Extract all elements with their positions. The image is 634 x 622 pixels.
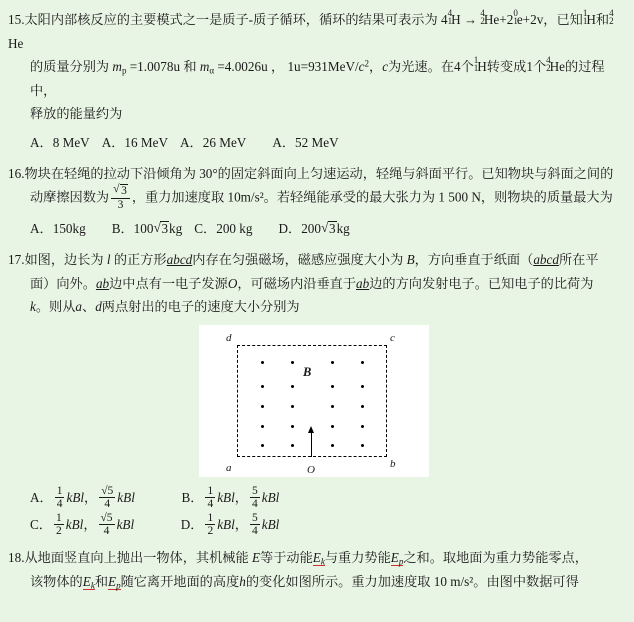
q17-opt-b-sep: ， xyxy=(234,489,248,505)
q15-text-1a: 太阳内部核反应的主要模式之一是质子-质子循环，循环的结果可表示为 4 xyxy=(24,12,448,27)
q16-text-2b: ，重力加速度取 10m/s²。若轻绳能承受的最大张力为 1 500 N，则物块的质量最大为 xyxy=(131,189,613,205)
q15-line-2: 的质量分别为 $m_p =1.0078u$ 和 $m_\alpha =4.0026u$ ， $1u=931MeV/c^2$，c为光速。在4个 1 1 H转变成1个 4 2 He的过程中， xyxy=(30,55,605,98)
q17-opt-b-f2n: 5 xyxy=(251,484,258,497)
q17-opt-c-f2d: 4 xyxy=(99,524,115,537)
q17-text-1b: 的正方形 xyxy=(113,252,167,268)
q17-opt-b-t1: kBl xyxy=(217,489,235,505)
q18-text-2b: 和 xyxy=(94,574,108,590)
field-dot xyxy=(261,361,264,364)
question-17 xyxy=(0,248,634,538)
q16-option-a-label: A． xyxy=(30,221,53,237)
q16-option-a[interactable] xyxy=(30,216,86,241)
q15-text-2c: =4.0026u ， xyxy=(217,59,285,74)
q15-number: 15. xyxy=(8,12,25,27)
q17-opt-b-f1d: 4 xyxy=(207,498,214,511)
q18-text-1c: 与重力势能 xyxy=(324,550,391,566)
symbol-a: a xyxy=(75,299,83,315)
q18-text-1a: 从地面竖直向上抛出一物体，其机械能 xyxy=(24,550,249,566)
q15-text-2e: ， xyxy=(369,59,383,74)
q18-text-2a: 该物体的 xyxy=(30,574,83,590)
field-dot xyxy=(361,444,364,447)
q17-option-d-label: D． xyxy=(180,516,204,532)
label-abcd-1: abcd xyxy=(166,252,193,268)
q15-option-a[interactable]: A．8 MeV xyxy=(30,134,90,150)
field-dot xyxy=(291,361,294,364)
q17-opt-c-f1n: 1 xyxy=(55,511,62,524)
symbol-O: O xyxy=(227,275,238,291)
corner-label-c: c xyxy=(390,331,395,344)
corner-label-b: b xyxy=(390,457,396,470)
q17-opt-a-f1n: 1 xyxy=(56,484,63,497)
isotope-prescript-e1: 0 1 xyxy=(513,8,518,26)
field-dot xyxy=(361,425,364,428)
q17-opt-b-f1n: 1 xyxy=(207,484,214,497)
q15-text-1e: H和 xyxy=(586,12,610,27)
q17-text-1c: 内存在匀强磁场，磁感应强度大小为 xyxy=(192,252,404,268)
q17-text-1a: 如图，边长为 xyxy=(24,252,104,268)
q17-text-3c: 两点射出的电子的速度大小分别为 xyxy=(101,299,300,315)
q18-text-1b: 等于动能 xyxy=(260,550,313,566)
q18-number: 18. xyxy=(8,550,25,566)
q17-text-2a: 面）向外。 xyxy=(30,275,96,291)
q16-option-b-unit: kg xyxy=(169,221,183,237)
q15-text-2a: 的质量分别为 xyxy=(30,59,110,74)
q16-option-b-value: 100 xyxy=(133,221,154,237)
q16-option-c[interactable] xyxy=(194,216,252,241)
q15-text-2f: 为光速。在4个 xyxy=(388,59,474,74)
label-abcd-2: abcd xyxy=(533,252,559,268)
q15-option-b[interactable]: A．16 MeV xyxy=(101,134,169,150)
isotope-prescript-h3: 1 1 xyxy=(473,55,479,73)
q17-option-d[interactable] xyxy=(181,512,280,539)
q16-number: 16. xyxy=(8,165,25,181)
q17-option-b-label: B． xyxy=(181,489,204,505)
subscript-k: k xyxy=(320,557,325,567)
q17-option-b[interactable] xyxy=(181,485,279,512)
q16-option-d-value: 200 xyxy=(301,221,321,237)
q18-line-1 xyxy=(8,546,620,570)
q15-text-1f: He xyxy=(8,35,24,51)
corner-label-a: a xyxy=(226,461,232,474)
q17-opt-d-f1d: 2 xyxy=(207,525,214,538)
q17-option-a[interactable] xyxy=(30,485,135,512)
field-dot xyxy=(361,361,364,364)
q17-opt-c-f2n: √5 xyxy=(100,511,113,524)
label-ab-2: ab xyxy=(356,275,370,291)
q17-opt-a-f2d: 4 xyxy=(99,497,115,510)
symbol-mp: m xyxy=(112,59,122,74)
field-dot xyxy=(331,425,334,428)
q15-text-1b: H → xyxy=(451,12,481,27)
q16-option-b-label: B． xyxy=(111,221,134,237)
q16-options xyxy=(8,216,620,241)
subscript-k-2: k xyxy=(90,580,95,591)
q17-text-2c: ，可磁场内沿垂直于 xyxy=(237,275,357,291)
q16-option-d-label: D． xyxy=(278,221,302,237)
isotope-prescript-he3: 4 2 xyxy=(546,55,551,73)
q17-opt-d-t1: kBl xyxy=(217,516,235,532)
field-dot xyxy=(291,405,294,408)
symbol-Ep-2: $E_p$ xyxy=(108,574,121,591)
isotope-prescript-h2: 1 1 xyxy=(582,8,588,26)
q17-opt-b-t2: kBl xyxy=(261,489,280,505)
isotope-prescript-h1: 4 1 xyxy=(447,8,453,26)
field-dot xyxy=(261,425,264,428)
field-dot xyxy=(361,405,364,408)
q15-text-2g: H转变成1个 xyxy=(477,59,547,74)
q17-opt-a-f2n: √5 xyxy=(101,484,114,497)
field-dot xyxy=(361,385,364,388)
electron-emission-arrow xyxy=(311,431,312,457)
q15-options xyxy=(8,130,620,155)
q16-option-d[interactable] xyxy=(278,216,349,241)
symbol-l: l xyxy=(106,252,111,268)
q16-line-1 xyxy=(8,162,620,186)
field-dot xyxy=(331,385,334,388)
subscript-p-2: p xyxy=(116,580,121,591)
q17-line-1 xyxy=(8,248,620,272)
q16-option-d-unit: kg xyxy=(336,221,350,237)
q16-option-a-value: 150kg xyxy=(52,221,86,237)
q16-option-c-label: C． xyxy=(194,221,217,237)
q15-line-1 xyxy=(8,8,620,55)
q16-text-2a: 动摩擦因数为 xyxy=(30,189,110,205)
q17-opt-a-t2: kBl xyxy=(117,489,135,505)
q17-opt-d-f1n: 1 xyxy=(207,511,214,524)
q16-text-1: 物块在轻绳的拉动下沿倾角为 30°的固定斜面向上匀速运动，轻绳与斜面平行。已知物块与斜面之间的 xyxy=(24,165,614,181)
q17-line-2 xyxy=(8,272,620,296)
subscript-p: p xyxy=(398,557,404,567)
corner-label-d: d xyxy=(226,331,232,344)
symbol-d: d xyxy=(95,299,102,315)
q17-text-3a: 。则从 xyxy=(35,299,76,315)
isotope-prescript-he2: 4 2 xyxy=(609,8,614,26)
q15-line-3: 释放的能量约为 xyxy=(30,106,123,122)
symbol-c2: c xyxy=(358,59,365,74)
q15-option-c[interactable]: A．26 MeV xyxy=(180,134,247,150)
question-16 xyxy=(0,162,634,242)
q17-opt-a-sep: ， xyxy=(84,489,98,505)
q17-opt-c-sep: ， xyxy=(83,516,97,532)
q16-option-b[interactable] xyxy=(112,216,183,241)
q17-text-3b: 、 xyxy=(82,299,96,315)
symbol-malpha: m xyxy=(199,59,210,74)
q15-text-2d: 1u=931MeV/ xyxy=(287,59,359,74)
q17-figure-wrapper xyxy=(8,325,620,477)
q15-text-2b: =1.0078u 和 xyxy=(129,59,197,74)
q17-text-1e: 所在平 xyxy=(558,252,599,268)
field-dot xyxy=(261,385,264,388)
fraction-mu xyxy=(111,184,130,211)
q17-opt-d-t2: kBl xyxy=(261,516,280,532)
origin-label-O: O xyxy=(307,463,315,476)
q15-text-1d: e+2v，已知 xyxy=(516,12,583,27)
q16-line-2 xyxy=(8,185,620,212)
field-dot xyxy=(261,444,264,447)
q17-opt-c-t1: kBl xyxy=(65,516,84,532)
symbol-Ek-2: $E_k$ xyxy=(82,574,95,591)
field-dot xyxy=(291,444,294,447)
physics-figure xyxy=(199,325,429,477)
q17-number: 17. xyxy=(8,252,25,268)
square-abcd-boundary xyxy=(237,345,387,457)
q17-opt-a-f1d: 4 xyxy=(56,498,63,511)
q17-text-1d: ，方向垂直于纸面（ xyxy=(414,252,534,268)
q18-text-2d: 的变化如图所示。重力加速度取 10 m/s²。由图中数据可得 xyxy=(245,574,579,590)
q17-opt-b-f2d: 4 xyxy=(251,498,258,511)
q18-text-1d: 之和。取地面为重力势能零点， xyxy=(403,550,588,566)
field-dot xyxy=(331,405,334,408)
q18-line-2 xyxy=(8,570,620,594)
symbol-Ep: $E_p$ xyxy=(390,550,404,567)
q17-option-c[interactable] xyxy=(30,512,134,539)
q17-opt-c-t2: kBl xyxy=(116,516,135,532)
q15-text-1c: He+2 xyxy=(483,12,514,27)
q17-opt-c-f1d: 2 xyxy=(55,525,62,538)
field-dot xyxy=(331,444,334,447)
field-dot xyxy=(331,361,334,364)
q17-text-2b: 边中点有一电子发源 xyxy=(109,275,228,291)
figure-inner xyxy=(226,331,396,476)
field-dot xyxy=(291,425,294,428)
q17-option-a-label: A． xyxy=(30,489,53,505)
q17-options-row-2 xyxy=(30,512,620,539)
label-ab-1: ab xyxy=(95,275,110,291)
q16-option-b-radical: 3 xyxy=(161,221,169,237)
q17-opt-d-f2d: 4 xyxy=(251,525,258,538)
q17-options-row-1 xyxy=(30,485,620,512)
q18-text-2c: 随它离开地面的高度 xyxy=(120,574,240,590)
q17-line-3 xyxy=(8,295,620,319)
field-label-B: B xyxy=(303,364,312,379)
q17-options xyxy=(8,485,620,539)
q16-option-d-radical: 3 xyxy=(328,221,336,237)
q15-option-d[interactable]: A．52 MeV xyxy=(272,134,339,150)
q17-option-c-label: C． xyxy=(30,516,52,532)
question-18 xyxy=(0,546,634,593)
question-15 xyxy=(0,0,634,155)
q16-option-c-value: 200 kg xyxy=(216,221,253,237)
symbol-E: E xyxy=(251,550,261,566)
q17-opt-a-t1: kBl xyxy=(66,489,85,505)
q15-text-2h: He的过程中， xyxy=(30,59,605,98)
isotope-prescript-he1: 4 2 xyxy=(480,8,485,26)
symbol-Ek: $E_k$ xyxy=(312,550,325,567)
q16-frac-num: 3 xyxy=(121,185,127,198)
field-dot xyxy=(291,385,294,388)
q17-opt-d-sep: ， xyxy=(234,516,248,532)
q17-text-2d: 边的方向发射电子。已知电子的比荷为 xyxy=(369,275,594,291)
field-dot xyxy=(261,405,264,408)
symbol-c: c xyxy=(382,59,389,74)
q17-opt-d-f2n: 5 xyxy=(251,511,258,524)
q16-frac-den: 3 xyxy=(111,198,130,211)
symbol-h: h xyxy=(239,574,246,590)
symbol-B: B xyxy=(406,252,415,268)
symbol-k: k xyxy=(30,299,36,315)
